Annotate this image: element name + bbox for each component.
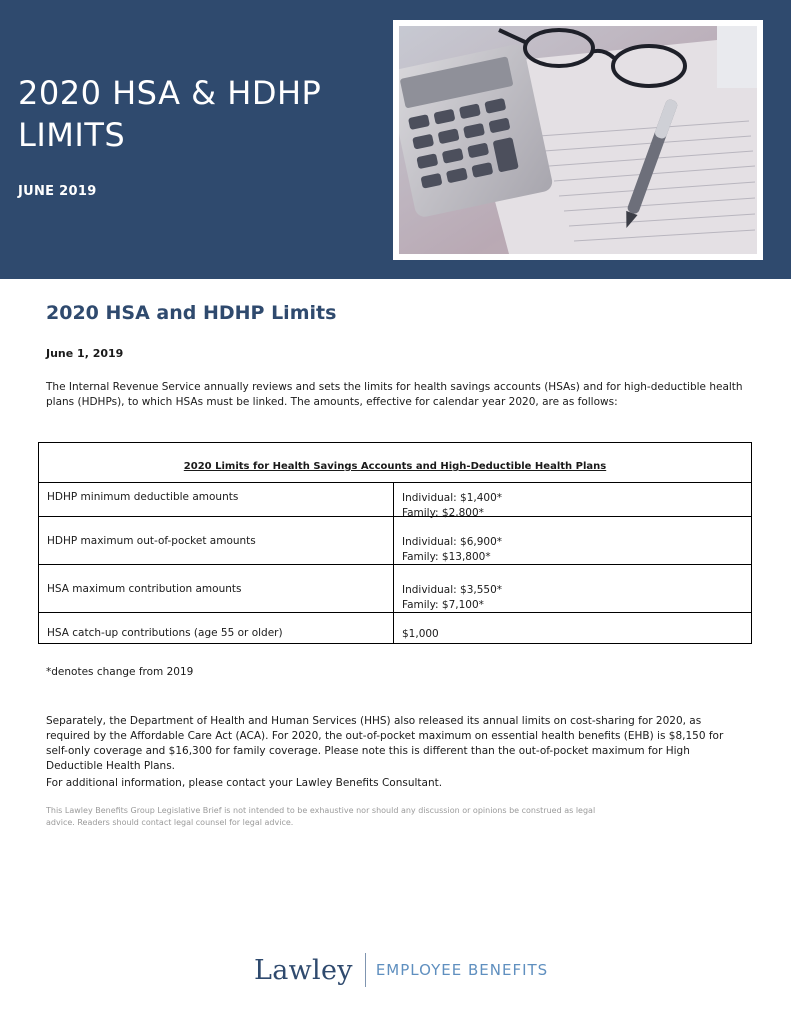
value-line-individual: Individual: $3,550* xyxy=(402,584,503,596)
contact-line: For additional information, please contact your Lawley Benefits Consultant. xyxy=(46,777,443,789)
calculator-glasses-pen-photo-icon xyxy=(399,26,757,254)
lawley-logo xyxy=(254,952,548,988)
disclaimer: This Lawley Benefits Group Legislative Brief is not intended to be exhaustive nor should any discussion or opinions be construed as legal advice. Readers should contact legal counsel for legal advice. xyxy=(46,806,596,827)
logo-divider xyxy=(365,953,366,987)
table-row-value xyxy=(394,613,751,643)
table-row-label: HSA catch-up contributions (age 55 or older) xyxy=(39,613,394,643)
logo-name: Lawley xyxy=(254,954,353,986)
table-heading: 2020 Limits for Health Savings Accounts and High-Deductible Health Plans xyxy=(183,461,607,472)
value-line-family: Family: $2,800* xyxy=(402,507,484,519)
value-line-individual: Individual: $1,400* xyxy=(402,492,503,504)
limits-table xyxy=(38,442,752,644)
table-row xyxy=(39,565,751,613)
value-line-amount: $1,000 xyxy=(402,628,439,640)
banner-title: 2020 HSA & HDHP LIMITS xyxy=(18,74,322,154)
intro-paragraph: The Internal Revenue Service annually reviews and sets the limits for health savings accounts (HSAs) and for high-deductible health plans (HDHPs), to which HSAs must be linked. The amounts, effective for calendar year 2020, are as follows: xyxy=(46,381,743,408)
table-row-label: HSA maximum contribution amounts xyxy=(39,565,394,612)
value-line-individual: Individual: $6,900* xyxy=(402,536,503,548)
value-line-family: Family: $7,100* xyxy=(402,599,484,611)
table-heading-row xyxy=(39,443,751,483)
header-photo xyxy=(393,20,763,260)
table-row xyxy=(39,483,751,517)
footnote: *denotes change from 2019 xyxy=(46,666,194,678)
hhs-paragraph: Separately, the Department of Health and Human Services (HHS) also released its annual limits on cost-sharing for 2020, as required by the Affordable Care Act (ACA). For 2020, the out-of-pocket maximum on essential health benefits (EHB) is $8,150 for self-only coverage and $16,300 for family coverage. Please note this is different than the out-of-pocket maximum for High Deductible Health Plans. xyxy=(46,715,724,772)
table-row-label: HDHP minimum deductible amounts xyxy=(39,483,394,516)
table-row-value xyxy=(394,517,751,564)
header-banner xyxy=(0,0,791,279)
table-row-label: HDHP maximum out-of-pocket amounts xyxy=(39,517,394,564)
logo-subtitle: EMPLOYEE BENEFITS xyxy=(375,961,549,979)
table-row-value xyxy=(394,483,751,519)
table-row xyxy=(39,517,751,565)
table-row-value xyxy=(394,565,751,612)
document-date: June 1, 2019 xyxy=(46,347,124,360)
table-row xyxy=(39,613,751,643)
document-title: 2020 HSA and HDHP Limits xyxy=(46,302,337,324)
value-line-family: Family: $13,800* xyxy=(402,551,491,563)
banner-date: JUNE 2019 xyxy=(18,184,97,199)
